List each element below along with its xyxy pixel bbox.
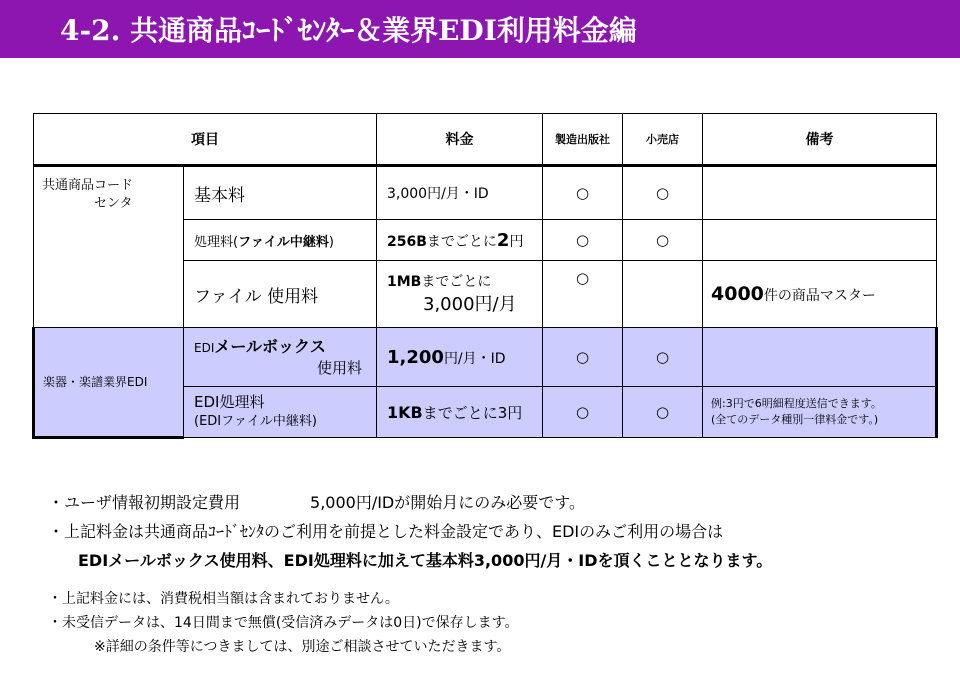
page-title: 4-2. 共通商品ｺｰﾄﾞｾﾝﾀｰ＆業界EDI利用料金編: [60, 14, 637, 47]
remarks-cell: [703, 328, 937, 387]
note-text: ・ユーザ情報初期設定費用: [48, 493, 241, 512]
header-retailer: 小売店: [623, 114, 703, 166]
item-text-bold: メールボックス: [214, 336, 326, 356]
remarks-count: 4000: [711, 283, 764, 305]
item-edi-processing: [184, 387, 377, 438]
item-text: ): [328, 234, 334, 250]
manufacturer-mark: ○: [543, 328, 623, 387]
fee-unit: 1KB: [387, 402, 423, 422]
fee-text: までごとに: [421, 274, 492, 290]
remarks-cell: [703, 166, 937, 220]
fee-amount: 3,000円/月: [423, 294, 517, 315]
note-pricing-basis: ・上記料金は共通商品ｺｰﾄﾞｾﾝﾀのご利用を前提とした料金設定であり、EDIのみご利用の場合は: [48, 522, 724, 541]
note-pricing-basis-cont: EDIメールボックス使用料、EDI処理料に加えて基本料3,000円/月・IDを頂くこととなります。: [78, 551, 773, 570]
item-text: EDI: [194, 340, 215, 355]
table-row: [34, 328, 937, 387]
header-fee: 料金: [377, 114, 543, 166]
retailer-mark: ○: [623, 387, 703, 438]
table-header-row: [34, 114, 937, 166]
fee-edi-mailbox: [377, 328, 543, 387]
table-row: [34, 166, 937, 220]
fee-text: 円: [509, 233, 524, 250]
retailer-mark: ○: [623, 220, 703, 261]
item-edi-mailbox: [184, 328, 377, 387]
fee-amount: 2: [496, 229, 510, 251]
item-text: 使用料: [316, 358, 362, 377]
retailer-mark: ○: [623, 166, 703, 220]
header-remarks: 備考: [703, 114, 937, 166]
manufacturer-mark: ○: [543, 261, 623, 328]
remarks-cell: [703, 261, 937, 328]
remarks-text: 件の商品マスター: [763, 288, 876, 304]
fee-unit: 256B: [387, 233, 427, 250]
fee-text: までごとに: [426, 233, 497, 250]
manufacturer-mark: ○: [543, 387, 623, 438]
item-text: EDI処理料: [194, 393, 265, 411]
remarks-cell: [703, 387, 937, 438]
remarks-text: 例:3円で6明細程度送信できます。: [711, 397, 882, 410]
remarks-text: (全てのデータ種別一律料金です。): [711, 413, 879, 426]
retailer-mark: ○: [623, 328, 703, 387]
item-processing-fee: [184, 220, 377, 261]
item-file-usage-fee: ファイル 使用料: [184, 261, 377, 328]
item-text-bold: ファイル中継料: [238, 234, 329, 250]
fee-text: までごとに3円: [422, 403, 523, 422]
category-common-code-center: [34, 166, 184, 328]
item-text: (EDIファイル中継料): [194, 414, 317, 429]
fee-table: [32, 113, 938, 439]
fee-unit: 1MB: [387, 274, 422, 290]
note-initial-setup: [48, 488, 948, 517]
manufacturer-mark: ○: [543, 220, 623, 261]
note-details: ※詳細の条件等につきましては、別途ご相談させていただきます。: [94, 639, 511, 655]
category-instrument-edi: 楽器・楽譜業界EDI: [34, 328, 184, 438]
note-storage: ・未受信データは、14日間まで無償(受信済みデータは0日)で保存します。: [48, 615, 519, 631]
item-text: 処理料(: [194, 234, 239, 250]
fee-processing: [377, 220, 543, 261]
notes-section: [48, 488, 948, 659]
retailer-mark: [623, 261, 703, 328]
note-tax: ・上記料金には、消費税相当額は含まれておりません。: [48, 591, 399, 607]
item-basic-fee: 基本料: [184, 166, 377, 220]
fee-basic: 3,000円/月・ID: [377, 166, 543, 220]
category-label-line2: センタ: [94, 196, 133, 211]
manufacturer-mark: ○: [543, 166, 623, 220]
header-item: 項目: [34, 114, 377, 166]
header-manufacturer: 製造出版社: [543, 114, 623, 166]
remarks-cell: [703, 220, 937, 261]
category-label-line1: 共通商品コード: [42, 178, 134, 193]
fee-file-usage: [377, 261, 543, 328]
title-bar: [0, 0, 960, 58]
note-text: 5,000円/IDが開始月にのみ必要です。: [310, 493, 585, 512]
fee-text: 円/月・ID: [443, 350, 506, 367]
fee-amount: 1,200: [387, 346, 444, 368]
fee-edi-processing: [377, 387, 543, 438]
